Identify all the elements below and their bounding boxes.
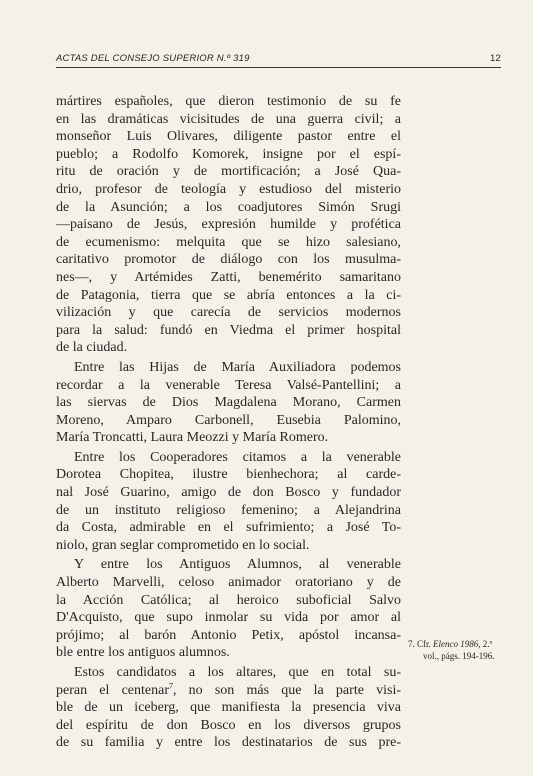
text-line: nal José Guarino, amigo de don Bosco y fundador — [56, 485, 401, 501]
text-line: recordar a la venerable Teresa Valsé-Pantellini; a — [56, 377, 401, 393]
text-line: Estos candidatos a los altares, que en total su- — [74, 665, 401, 680]
text-line: drio, profesor de teología y estudioso del misterio — [56, 181, 401, 197]
footnote-7 — [408, 638, 508, 662]
text-line: pueblo; a Rodolfo Komorek, insigne por el espí- — [56, 146, 401, 162]
text-fragment: peran el centenar — [56, 682, 169, 698]
text-line: nes—, y Artémides Zatti, benemérito samaritano — [56, 269, 401, 285]
text-line: Alberto Marvelli, celoso animador oratoriano y de — [56, 575, 401, 591]
text-line: en las dramáticas vicisitudes de una guerra civil; a — [56, 111, 401, 127]
footnote-line — [408, 638, 508, 650]
series-title: ACTAS DEL CONSEJO SUPERIOR N.º 319 — [56, 53, 250, 64]
paragraph-3 — [56, 449, 401, 555]
text-fragment: , no son más que la parte visi- — [172, 682, 401, 698]
text-line: Entre las Hijas de María Auxiliadora podemos — [74, 359, 401, 375]
paragraph-2 — [56, 359, 401, 447]
text-line: niolo, gran seglar comprometido en lo social. — [56, 537, 310, 553]
text-line: del espíritu de don Bosco en los diversos grupos — [56, 717, 401, 733]
text-line: Entre los Cooperadores citamos a la venerable — [74, 449, 401, 465]
text-line: las siervas de Dios Magdalena Morano, Carmen — [56, 395, 401, 411]
text-line: de Patagonia, tierra que se abría entonces a la ci- — [56, 287, 401, 303]
footnote-number: 7. — [408, 639, 415, 649]
text-line: de la ciudad. — [56, 340, 128, 356]
text-line: monseñor Luis Olivares, diligente pastor entre el — [56, 129, 401, 145]
text-line: mártires españoles, que dieron testimonio de su fe — [56, 94, 401, 109]
footnote-text: 2.º — [482, 639, 493, 649]
text-line: prójimo; al barón Antonio Petix, apóstol incansa- — [56, 627, 401, 643]
page-number: 12 — [490, 53, 501, 64]
paragraph-4 — [56, 556, 401, 662]
text-line: ble de un iceberg, que manifiesta la presencia viva — [56, 700, 401, 716]
text-line: María Troncatti, Laura Meozzi y María Romero. — [56, 430, 329, 446]
text-line: Dorotea Chopitea, ilustre bienhechora; al carde- — [56, 467, 401, 483]
text-line: da Costa, admirable en el sufrimiento; a José To- — [56, 520, 401, 536]
text-line: de la Asunción; a los coadjutores Simón Srugi — [56, 199, 401, 215]
text-line: caritativo promotor de diálogo con los musulma- — [56, 252, 401, 268]
text-line: ritu de oración y de mortificación; a José Qua- — [56, 164, 401, 180]
footnote-work-title: Elenco 1986, — [433, 639, 481, 649]
text-line: vilización y que carecía de servicios modernos — [56, 305, 401, 321]
footnote-prefix: Cfr. — [417, 639, 431, 649]
text-line: D'Acquisto, que supo inmolar su vida por amor al — [56, 610, 401, 626]
text-line: de ecumenismo: melquita que se hizo salesiano, — [56, 234, 401, 250]
text-line: Moreno, Amparo Carbonell, Eusebia Palomino, — [56, 412, 401, 428]
text-line: para la salud: fundó en Viedma el primer hospital — [56, 322, 401, 338]
text-line-with-note — [56, 682, 401, 700]
text-line: la Acción Católica; al heroico suboficial Salvo — [56, 592, 401, 608]
text-line: ble entre los antiguos alumnos. — [56, 645, 230, 661]
text-line: —paisano de Jesús, expresión humilde y profética — [56, 217, 401, 233]
paragraph-1 — [56, 93, 401, 357]
text-line: Y entre los Antiguos Alumnos, al venerable — [74, 557, 401, 573]
body-text — [56, 93, 401, 754]
text-line: de su familia y entre los destinatarios de sus pre- — [56, 735, 401, 751]
text-line: de un instituto religioso femenino; a Alejandrina — [56, 502, 401, 518]
footnote-line: vol., págs. 194-196. — [423, 651, 495, 661]
running-header — [56, 53, 501, 68]
footnote-reference: 7 — [168, 680, 173, 690]
paragraph-5 — [56, 664, 401, 752]
